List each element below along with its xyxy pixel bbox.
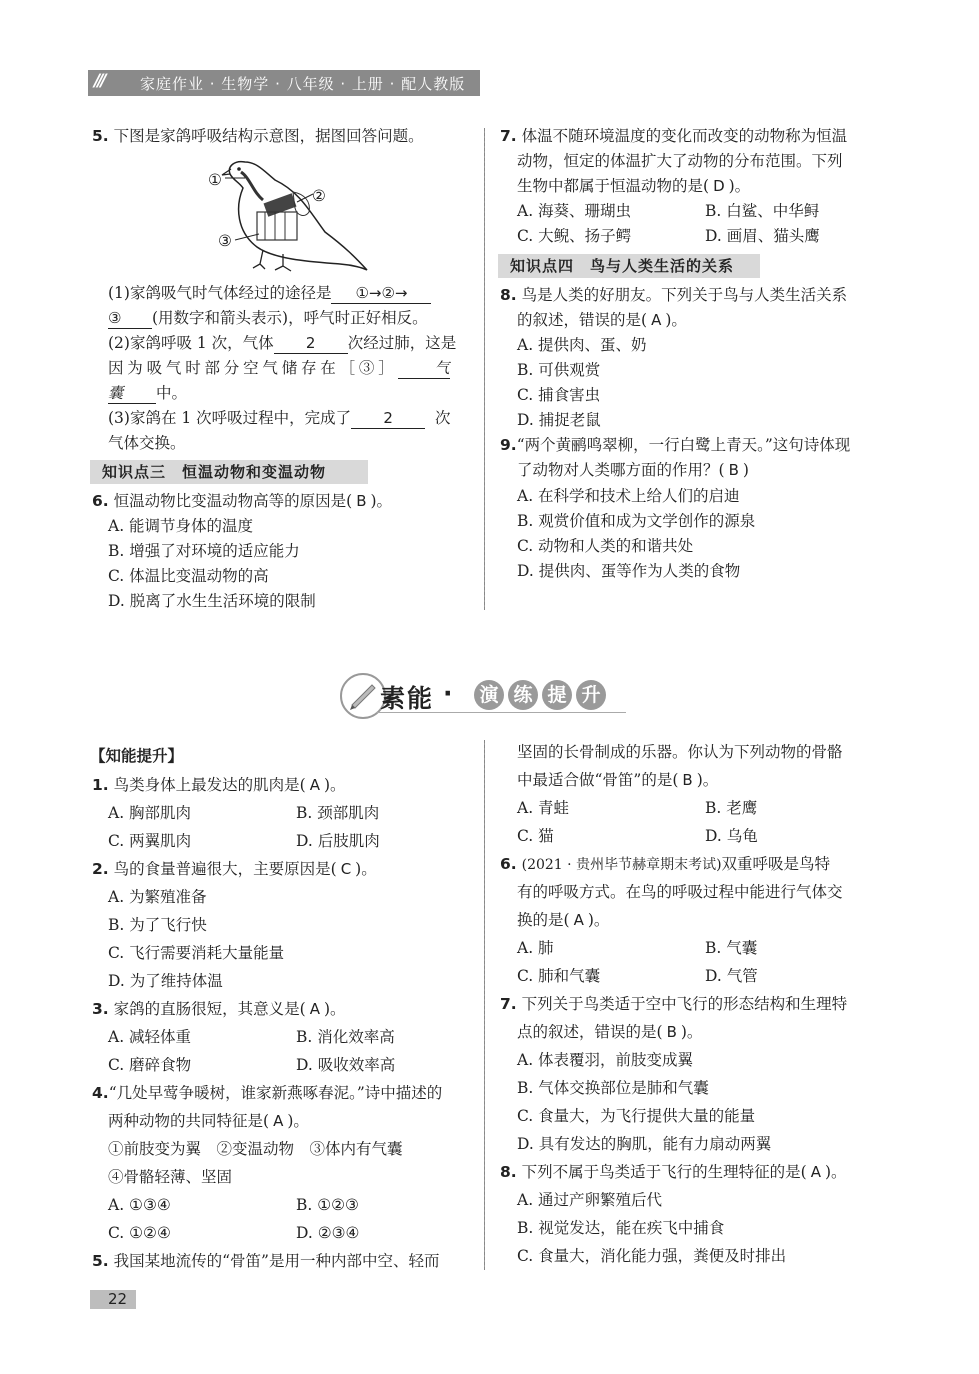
b8-option: B. 视觉发达，能在疾飞中捕食 (517, 1219, 725, 1237)
q7a-line3: 生物中都属于恒温动物的是( D )。 (517, 177, 751, 195)
banner-char: 演 (474, 680, 504, 710)
b4-items-line2: ④骨骼轻薄、坚固 (108, 1168, 233, 1186)
question-b2-stem: 2. 鸟的食量普遍很大，主要原因是( C )。 (92, 860, 377, 878)
question-b5-line1: 5. 我国某地流传的“骨笛”是用一种内部中空、轻而 (92, 1252, 440, 1270)
question-b1-stem: 1. 鸟类身体上最发达的肌肉是( A )。 (92, 776, 346, 794)
question-8a-line1: 8. 鸟是人类的好朋友。下列关于鸟与人类生活关系 (500, 286, 848, 304)
q9a-line2: 了动物对人类哪方面的作用？( B ) (517, 461, 749, 479)
b2-option: B. 为了飞行快 (108, 916, 207, 934)
b5-option: B. 老鹰 (705, 799, 758, 817)
b6-option: C. 肺和气囊 (517, 967, 601, 985)
q7a-option: A. 海葵、珊瑚虫 (517, 202, 632, 220)
question-5a-stem: 5. 下图是家鸽呼吸结构示意图，据图回答问题。 (92, 127, 424, 145)
b7-option: A. 体表覆羽，前肢变成翼 (517, 1051, 694, 1069)
question-b3-stem: 3. 家鸽的直肠很短，其意义是( A )。 (92, 1000, 346, 1018)
answer-blank: 2 (274, 333, 348, 354)
b4-items-line1: ①前肢变为翼 ②变温动物 ③体内有气囊 (108, 1140, 403, 1158)
b5-option: D. 乌龟 (705, 827, 758, 845)
diagram-label-3: ③ (218, 232, 232, 250)
banner-title-left: 素能 (380, 684, 435, 713)
knowledge-point-3-heading: 知识点三 恒温动物和变温动物 (90, 460, 368, 484)
answer-blank: 气 (398, 358, 450, 379)
q6a-option: D. 脱离了水生生活环境的限制 (108, 592, 316, 610)
b6-option: D. 气管 (705, 967, 758, 985)
b1-option: B. 颈部肌肉 (296, 804, 380, 822)
b4-option: B. ①②③ (296, 1196, 359, 1214)
b5-option: A. 青蛙 (517, 799, 570, 817)
b6-option: A. 肺 (517, 939, 554, 957)
b8-option: A. 通过产卵繁殖后代 (517, 1191, 663, 1209)
question-7a-line1: 7. 体温不随环境温度的变化而改变的动物称为恒温 (500, 127, 848, 145)
q5a-part1-line1: (1)家鸽吸气时气体经过的途径是 ①→②→ (108, 283, 431, 304)
q9a-option: D. 提供肉、蛋等作为人类的食物 (517, 562, 741, 580)
q7a-option: C. 大鲵、扬子鳄 (517, 227, 632, 245)
q5a-part2-line1: (2)家鸽呼吸 1 次，气体 2 次经过肺，这是 (108, 334, 457, 352)
b6-line2: 有的呼吸方式。在鸟的呼吸过程中能进行气体交 (517, 883, 843, 901)
q8a-line2: 的叙述，错误的是( A )。 (517, 311, 687, 329)
b4-option: A. ①③④ (108, 1196, 171, 1214)
b1-option: C. 两翼肌肉 (108, 832, 192, 850)
b6-line3: 换的是( A )。 (517, 911, 610, 929)
b3-option: B. 消化效率高 (296, 1028, 395, 1046)
header-title: 家庭作业 · 生物学 · 八年级 · 上册 · 配人教版 (140, 75, 466, 93)
column-divider-bottom (484, 740, 485, 1270)
knowledge-point-4-heading: 知识点四 鸟与人类生活的关系 (498, 254, 760, 278)
q8a-option: C. 捕食害虫 (517, 386, 601, 404)
diagram-label-2: ② (312, 187, 326, 205)
b1-option: D. 后肢肌肉 (296, 832, 380, 850)
banner-underline (376, 712, 626, 713)
b4-line2: 两种动物的共同特征是( A )。 (108, 1112, 309, 1130)
question-b6-line1: 6. (2021 · 贵州毕节赫章期末考试)双重呼吸是鸟特 (500, 855, 831, 873)
b3-option: D. 吸收效率高 (296, 1056, 396, 1074)
header-banner (88, 70, 480, 96)
q5a-part1-line2: ③ (用数字和箭头表示)，呼气时正好相反。 (108, 309, 428, 327)
question-b8-stem: 8. 下列不属于鸟类适于飞行的生理特征的是( A )。 (500, 1163, 847, 1181)
q8a-option: A. 提供肉、蛋、奶 (517, 336, 647, 354)
b7-option: C. 食量大，为飞行提供大量的能量 (517, 1107, 756, 1125)
q8a-option: D. 捕捉老鼠 (517, 411, 601, 429)
q7a-option: B. 白鲨、中华鲟 (705, 202, 820, 220)
b3-option: C. 磨碎食物 (108, 1056, 192, 1074)
b4-option: C. ①②④ (108, 1224, 171, 1242)
b7-option: B. 气体交换部位是肺和气囊 (517, 1079, 709, 1097)
b7-option: D. 具有发达的胸肌，能有力扇动两翼 (517, 1135, 772, 1153)
banner-char: 升 (576, 680, 606, 710)
b8-option: C. 食量大，消化能力强，粪便及时排出 (517, 1247, 787, 1265)
b7-line2: 点的叙述，错误的是( B )。 (517, 1023, 703, 1041)
q7a-line2: 动物，恒定的体温扩大了动物的分布范围。下列 (517, 152, 843, 170)
question-b7-line1: 7. 下列关于鸟类适于空中飞行的形态结构和生理特 (500, 995, 848, 1013)
pigeon-respiratory-diagram (205, 152, 375, 276)
q6a-option: C. 体温比变温动物的高 (108, 567, 269, 585)
question-9a-line1: 9.“两个黄鹂鸣翠柳，一行白鹭上青天。”这句诗体现 (500, 436, 851, 454)
answer-blank: 2 (351, 408, 425, 429)
question-6a-stem: 6. 恒温动物比变温动物高等的原因是( B )。 (92, 492, 393, 510)
banner-char: 提 (542, 680, 572, 710)
b5-line3: 中最适合做“骨笛”的是( B )。 (517, 771, 719, 789)
answer-blank: ③ (108, 308, 152, 329)
q9a-option: A. 在科学和技术上给人们的启迪 (517, 487, 740, 505)
banner-char: 练 (508, 680, 538, 710)
q9a-option: B. 观赏价值和成为文学创作的源泉 (517, 512, 756, 530)
b4-option: D. ②③④ (296, 1224, 360, 1242)
question-b4-line1: 4.“几处早莺争暖树，谁家新燕啄春泥。”诗中描述的 (92, 1084, 443, 1102)
b5-line2: 坚固的长骨制成的乐器。你认为下列动物的骨骼 (517, 743, 843, 761)
q5a-part3-line1: (3)家鸽在 1 次呼吸过程中，完成了 2 次 (108, 409, 451, 427)
b6-option: B. 气囊 (705, 939, 758, 957)
slash-decoration-icon: /// (94, 71, 104, 91)
answer-blank: ①→②→ (331, 283, 431, 304)
column-divider-top (484, 128, 485, 610)
diagram-label-1: ① (208, 171, 222, 189)
q5a-part3-line2: 气体交换。 (108, 434, 186, 452)
page-number: 22 (108, 1290, 128, 1308)
q5a-part2-line3: 囊 中。 (108, 384, 188, 402)
q8a-option: B. 可供观赏 (517, 361, 601, 379)
b2-option: D. 为了维持体温 (108, 972, 223, 990)
b3-option: A. 减轻体重 (108, 1028, 192, 1046)
q6a-option: A. 能调节身体的温度 (108, 517, 254, 535)
b2-option: C. 飞行需要消耗大量能量 (108, 944, 285, 962)
b1-option: A. 胸部肌肉 (108, 804, 192, 822)
q7a-option: D. 画眉、猫头鹰 (705, 227, 820, 245)
page-number-box (90, 1290, 136, 1309)
q9a-option: C. 动物和人类的和谐共处 (517, 537, 694, 555)
b2-option: A. 为繁殖准备 (108, 888, 207, 906)
b5-option: C. 猫 (517, 827, 554, 845)
q5a-part2-line2: 因为吸气时部分空气储存在［③］ 气 (108, 359, 450, 377)
section-heading: 【知能提升】 (90, 747, 184, 765)
answer-blank: 囊 (108, 383, 156, 404)
q6a-option: B. 增强了对环境的适应能力 (108, 542, 300, 560)
banner-dot: · (443, 679, 453, 708)
